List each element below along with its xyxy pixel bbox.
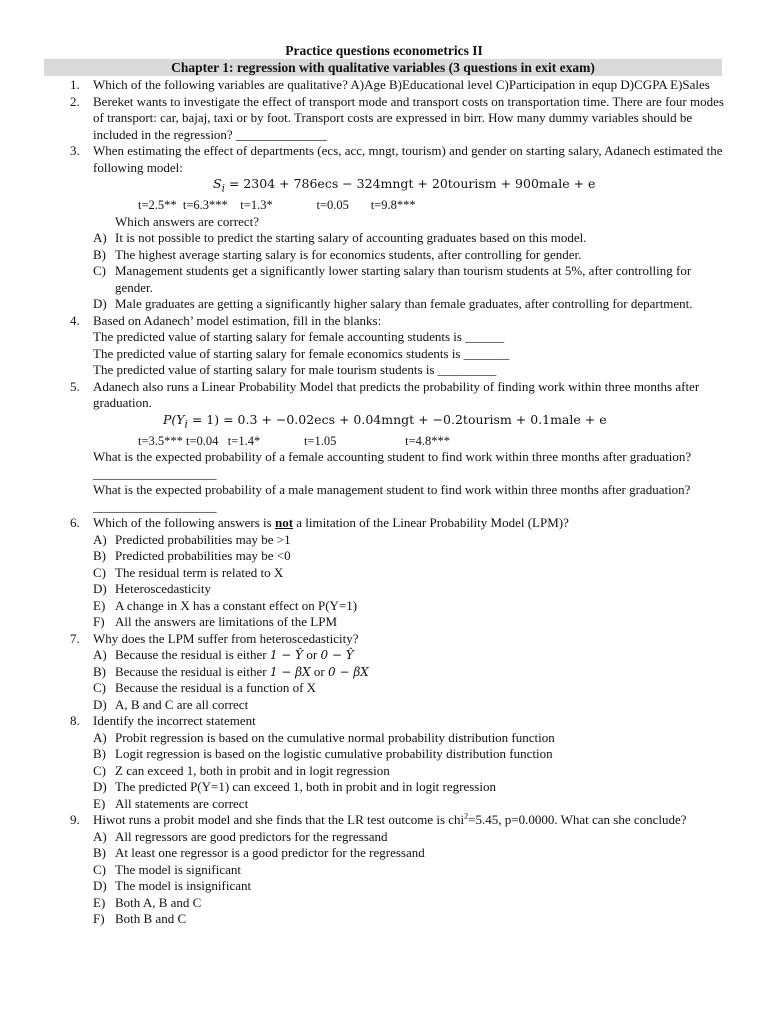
option-letter: B) xyxy=(93,845,106,860)
fill-in-line: The predicted value of starting salary for male tourism students is _________ xyxy=(93,362,497,377)
question-number: 5. xyxy=(70,378,80,394)
question-7 xyxy=(0,631,768,714)
question-number: 8. xyxy=(70,713,80,728)
option-text: The model is insignificant xyxy=(115,878,252,893)
question-text: Based on Adanech’ model estimation, fill in the blanks: xyxy=(93,312,382,328)
option-f xyxy=(93,911,724,928)
option-text: It is not possible to predict the starting salary of accounting graduates based on this model. xyxy=(115,230,587,245)
question-1 xyxy=(0,77,768,94)
equation-subscript: i xyxy=(221,182,225,195)
question-number: 6. xyxy=(70,515,80,530)
question-number: 4. xyxy=(70,312,80,328)
option-letter: F) xyxy=(93,911,105,926)
question-text: Bereket wants to investigate the effect of transport mode and transport costs on transportation time. There are four modes of transport: car, bajaj, taxi or by foot. Transport costs are expressed in birr. How many dummy variables should be included in the regression? ______________ xyxy=(93,93,724,142)
option-c xyxy=(93,862,724,879)
question-text: Adanech also runs a Linear Probability Model that predicts the probability of finding work within three months after graduation. xyxy=(93,378,700,410)
question-prompt: Which answers are correct? xyxy=(115,213,259,229)
salary-equation xyxy=(93,176,724,197)
option-b xyxy=(93,746,724,763)
option-a xyxy=(93,230,724,247)
emphasis-not: not xyxy=(274,515,294,530)
option-text: All regressors are good predictors for the regressand xyxy=(115,828,388,844)
option-text: Male graduates are getting a significantly higher salary than female graduates, after controlling for department. xyxy=(115,296,693,311)
option-text: The model is significant xyxy=(115,861,242,877)
option-letter: D) xyxy=(93,878,107,893)
question-number: 9. xyxy=(70,812,80,827)
option-text: Heteroscedasticity xyxy=(115,581,212,596)
question-number: 3. xyxy=(70,143,80,158)
option-c xyxy=(93,565,724,582)
text-part: Which of the following answers is xyxy=(93,515,275,530)
chapter-heading: Chapter 1: regression with qualitative variables (3 questions in exit exam) xyxy=(44,59,722,76)
equation-lhs: P(Y xyxy=(163,411,185,427)
option-letter: C) xyxy=(93,263,106,278)
math-expression: 0 − Ŷ xyxy=(320,648,354,662)
text-part: a limitation of the Linear Probability Model (LPM)? xyxy=(293,515,569,530)
option-text: Both A, B and C xyxy=(115,894,202,910)
math-expression: 0 − βX xyxy=(328,664,369,679)
equation-rhs: = 1) = 0.3 + −0.02ecs + 0.04mngt + −0.2tourism + 0.1male + e xyxy=(187,411,607,427)
text-part: Because the residual is either xyxy=(115,647,270,662)
fill-in-line: The predicted value of starting salary for female economics students is _______ xyxy=(93,345,510,361)
option-letter: D) xyxy=(93,779,107,794)
question-3 xyxy=(0,143,768,313)
option-e xyxy=(93,796,724,813)
option-text xyxy=(115,664,724,681)
option-letter: A) xyxy=(93,647,107,662)
option-letter: C) xyxy=(93,861,106,877)
option-text: Predicted probabilities may be <0 xyxy=(115,548,291,563)
question-number: 2. xyxy=(70,93,80,109)
option-e xyxy=(93,598,724,615)
option-letter: A) xyxy=(93,729,107,745)
option-text xyxy=(115,647,724,664)
question-text: Why does the LPM suffer from heteroscedasticity? xyxy=(93,630,359,646)
question-number: 7. xyxy=(70,630,80,646)
option-letter: B) xyxy=(93,746,106,761)
question-line: What is the expected probability of a male management student to find work within three months after graduation?___________________ xyxy=(93,482,691,514)
option-letter: C) xyxy=(93,564,106,580)
question-list xyxy=(0,77,768,928)
text-part: Because the residual is either xyxy=(115,663,270,679)
option-d xyxy=(93,697,724,714)
question-text: Which of the following variables are qualitative? A)Age B)Educational level C)Participation in equp D)CGPA E)Sales xyxy=(93,77,710,92)
question-8 xyxy=(0,713,768,812)
question-text: Identify the incorrect statement xyxy=(93,713,256,728)
option-d xyxy=(93,581,724,598)
equation-rhs: = 2304 + 786ecs − 324mngt + 20tourism + 900male + e xyxy=(224,176,596,191)
option-d xyxy=(93,878,724,895)
option-d xyxy=(93,779,724,796)
option-letter: A) xyxy=(93,531,107,547)
option-text: All statements are correct xyxy=(115,795,249,811)
math-expression: 1 − Ŷ xyxy=(269,648,304,662)
fill-in-line: The predicted value of starting salary for female accounting students is ______ xyxy=(93,329,505,344)
question-6 xyxy=(0,515,768,631)
option-letter: C) xyxy=(93,762,106,778)
option-text: The highest average starting salary is for economics students, after controlling for gender. xyxy=(115,246,582,262)
option-e xyxy=(93,895,724,912)
option-b xyxy=(93,664,724,681)
option-text: The predicted P(Y=1) can exceed 1, both in probit and in logit regression xyxy=(115,779,496,794)
option-text: The residual term is related to X xyxy=(115,564,284,580)
lpm-equation xyxy=(93,412,724,433)
question-text: When estimating the effect of departments (ecs, acc, mngt, tourism) and gender on starting salary, Adanech estimated the following model: xyxy=(93,143,723,175)
text-part: Hiwot runs a probit model and she finds that the LR test outcome is chi xyxy=(93,812,465,827)
math-expression: 1 − βX xyxy=(269,664,311,679)
question-2 xyxy=(0,94,768,144)
t-statistics: t=2.5** t=6.3*** t=1.3* t=0.05 t=9.8*** xyxy=(138,198,416,212)
option-text: Predicted probabilities may be >1 xyxy=(115,531,291,547)
option-d xyxy=(93,296,724,313)
option-letter: B) xyxy=(93,663,106,679)
option-a xyxy=(93,647,724,664)
option-letter: C) xyxy=(93,680,106,695)
option-b xyxy=(93,845,724,862)
option-a xyxy=(93,829,724,846)
option-text: Probit regression is based on the cumulative normal probability distribution function xyxy=(115,729,555,745)
option-letter: A) xyxy=(93,230,107,245)
option-letter: A) xyxy=(93,828,107,844)
document-title: Practice questions econometrics II xyxy=(285,43,483,58)
question-5 xyxy=(0,379,768,516)
option-c xyxy=(93,263,724,296)
equation-subscript: i xyxy=(184,418,188,430)
superscript: 2 xyxy=(464,811,469,821)
option-letter: E) xyxy=(93,894,106,910)
option-a xyxy=(93,730,724,747)
option-letter: B) xyxy=(93,548,106,563)
text-part: or xyxy=(310,663,329,679)
question-text xyxy=(93,812,724,829)
text-part: =5.45, p=0.0000. What can she conclude? xyxy=(468,812,687,827)
question-number: 1. xyxy=(70,77,80,92)
equation-lhs: S xyxy=(213,176,222,191)
t-statistics: t=3.5*** t=0.04 t=1.4* t=1.05 t=4.8*** xyxy=(138,433,450,448)
option-text: A change in X has a constant effect on P(Y=1) xyxy=(115,597,358,613)
option-letter: D) xyxy=(93,296,107,311)
option-letter: B) xyxy=(93,246,106,262)
question-line: What is the expected probability of a female accounting student to find work within three months after graduation?___________________ xyxy=(93,449,692,481)
option-text: Because the residual is a function of X xyxy=(115,680,317,695)
option-letter: F) xyxy=(93,614,105,629)
option-c xyxy=(93,763,724,780)
option-b xyxy=(93,247,724,264)
option-a xyxy=(93,532,724,549)
option-letter: D) xyxy=(93,581,107,596)
option-text: All the answers are limitations of the LPM xyxy=(115,614,338,629)
question-4 xyxy=(0,313,768,379)
text-part: or xyxy=(303,647,321,662)
question-text xyxy=(93,515,724,532)
option-f xyxy=(93,614,724,631)
option-text: Logit regression is based on the logistic cumulative probability distribution function xyxy=(115,746,553,761)
option-b xyxy=(93,548,724,565)
option-letter: D) xyxy=(93,696,107,712)
option-letter: E) xyxy=(93,795,106,811)
option-text: Management students get a significantly lower starting salary than tourism students at 5%, after controlling for gender. xyxy=(115,263,692,295)
option-letter: E) xyxy=(93,597,106,613)
option-text: At least one regressor is a good predictor for the regressand xyxy=(115,845,425,860)
option-text: A, B and C are all correct xyxy=(115,696,249,712)
option-c xyxy=(93,680,724,697)
question-9 xyxy=(0,812,768,928)
option-text: Z can exceed 1, both in probit and in logit regression xyxy=(115,762,390,778)
option-text: Both B and C xyxy=(115,911,187,926)
